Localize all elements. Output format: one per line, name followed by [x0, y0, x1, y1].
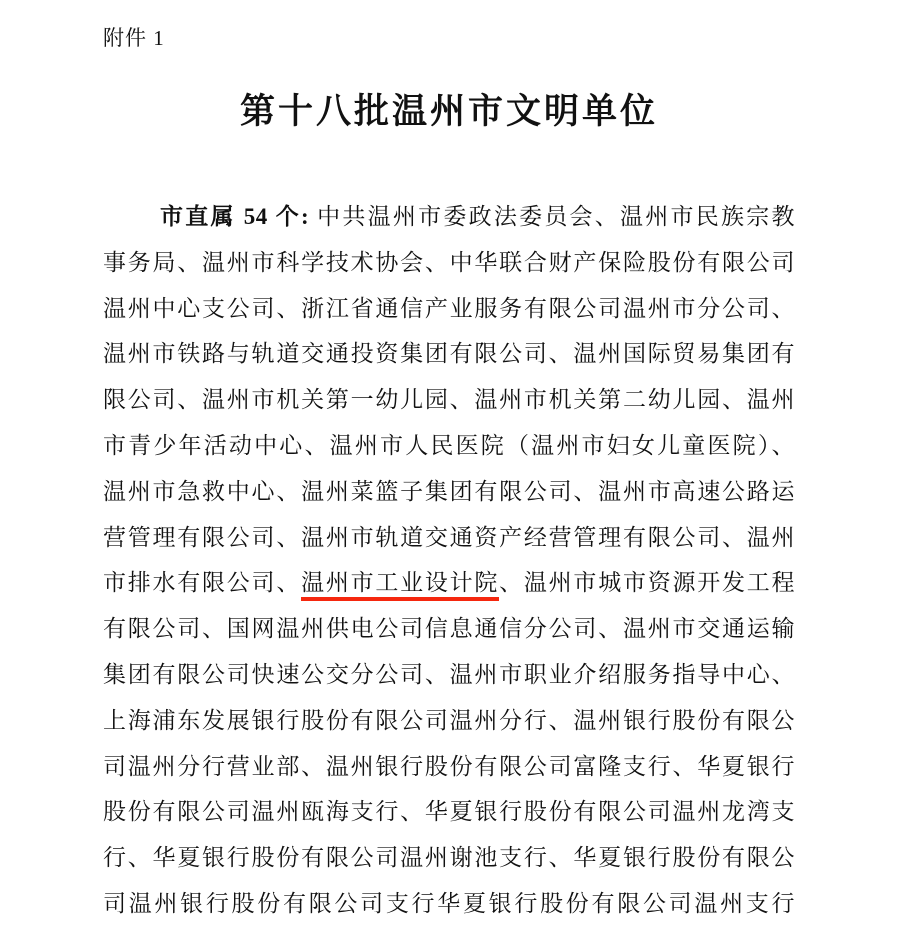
- text-segment: 上海浦东发展银行股份有限公司温州分行、温州银行股份有限公: [103, 707, 795, 733]
- text-line: [103, 835, 795, 881]
- text-line: [103, 377, 795, 423]
- document-title: 第十八批温州市文明单位: [239, 92, 658, 131]
- text-line: [103, 698, 795, 744]
- attachment-label: 附件 1: [103, 26, 165, 50]
- text-line: [103, 331, 795, 377]
- text-segment: 温州中心支公司、浙江省通信产业服务有限公司温州市分公司、: [103, 295, 795, 321]
- text-segment: 司温州分行营业部、温州银行股份有限公司富隆支行、华夏银行: [103, 753, 795, 779]
- text-line: [103, 469, 795, 515]
- text-segment: 限公司、温州市机关第一幼儿园、温州市机关第二幼儿园、温州: [103, 387, 795, 413]
- text-segment: 股份有限公司温州瓯海支行、华夏银行股份有限公司温州龙湾支: [103, 799, 795, 825]
- red-underlined-unit-name: 温州市工业设计院: [301, 570, 499, 601]
- text-segment: 温州市急救中心、温州菜篮子集团有限公司、温州市高速公路运: [103, 478, 795, 504]
- text-segment: 司温州银行股份有限公司支行华夏银行股份有限公司温州支行: [103, 890, 795, 916]
- text-line: [103, 789, 795, 835]
- text-segment: 事务局、温州市科学技术协会、中华联合财产保险股份有限公司: [103, 249, 795, 275]
- text-segment: 市青少年活动中心、温州市人民医院（温州市妇女儿童医院）、: [103, 432, 795, 458]
- text-segment: 市排水有限公司、: [103, 570, 302, 596]
- text-line: [103, 240, 795, 286]
- document-body: [103, 194, 795, 927]
- text-segment: 温州市铁路与轨道交通投资集团有限公司、温州国际贸易集团有: [103, 341, 795, 367]
- text-segment: 市直属 54 个:: [160, 204, 318, 229]
- text-segment: 有限公司、国网温州供电公司信息通信分公司、温州市交通运输: [103, 616, 795, 642]
- text-line: [103, 606, 795, 652]
- text-segment: 行、华夏银行股份有限公司温州谢池支行、华夏银行股份有限公: [103, 845, 795, 871]
- text-segment: 中共温州市委政法委员会、温州市民族宗教: [317, 204, 796, 229]
- text-segment: 营管理有限公司、温州市轨道交通资产经营管理有限公司、温州: [103, 524, 795, 550]
- text-line: [103, 560, 795, 606]
- text-line: [103, 515, 795, 561]
- text-segment: 、温州市城市资源开发工程: [499, 570, 796, 596]
- text-line: [103, 286, 795, 332]
- clipped-bottom-line: [103, 881, 795, 927]
- text-line: [103, 194, 795, 240]
- text-line: [103, 423, 795, 469]
- text-line: [103, 744, 795, 790]
- text-segment: 集团有限公司快速公交分公司、温州市职业介绍服务指导中心、: [103, 661, 795, 687]
- text-line: [103, 652, 795, 698]
